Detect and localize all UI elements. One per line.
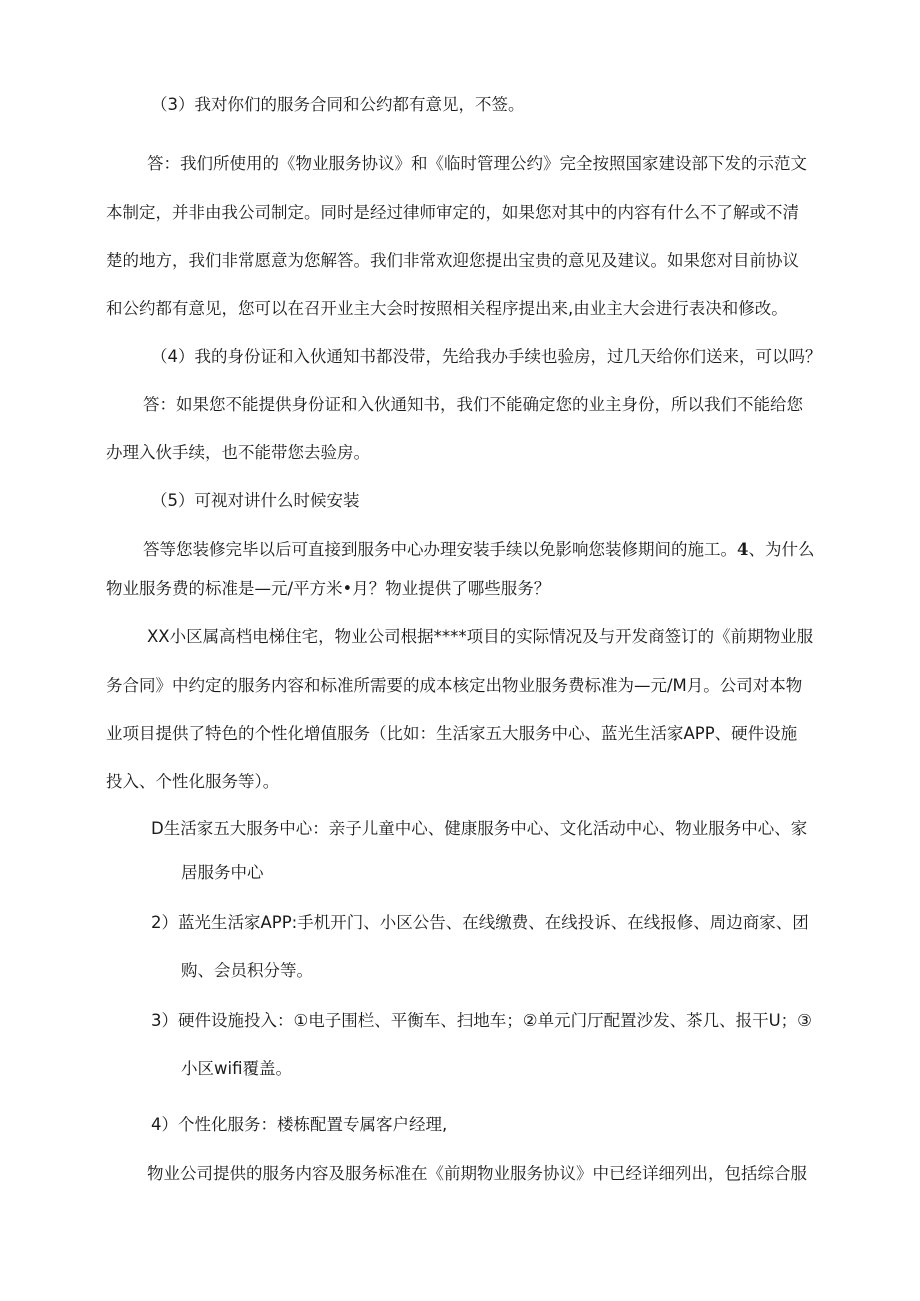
q3-question: （3）我对你们的服务合同和公约都有意见，不签。 bbox=[151, 95, 525, 114]
fee-paragraph-line-3: 业项目提供了特色的个性化增值服务（比如：生活家五大服务中心、蓝光生活家APP、硬件设施 bbox=[106, 724, 798, 743]
service-item-2-line-2: 购、会员积分等。 bbox=[181, 961, 313, 980]
fee-paragraph-line-2: 务合同》中约定的服务内容和标准所需要的成本核定出物业服务费标准为—元/M月。公司对本物 bbox=[106, 676, 803, 695]
q3-answer-line-3: 楚的地方，我们非常愿意为您解答。我们非常欢迎您提出宝贵的意见及建议。如果您对目前协议 bbox=[106, 251, 799, 270]
fee-paragraph-line-1: XX小区属高档电梯住宅，物业公司根据****项目的实际情况及与开发商签订的《前期物业服 bbox=[147, 627, 814, 646]
q5-answer-line-2: 物业服务费的标准是—元/平方米•月？物业提供了哪些服务？ bbox=[106, 579, 551, 598]
q5-question: （5）可视对讲什么时候安装 bbox=[151, 491, 360, 510]
fee-paragraph-line-4: 投入、个性化服务等）。 bbox=[106, 772, 280, 791]
section-number: 4 bbox=[737, 540, 749, 559]
q5-answer-text: 答等您装修完毕以后可直接到服务中心办理安装手续以免影响您装修期间的施工。 bbox=[143, 540, 737, 559]
closing-line: 物业公司提供的服务内容及服务标准在《前期物业服务协议》中已经详细列出，包括综合服 bbox=[147, 1164, 807, 1183]
service-item-2-line-1: 2）蓝光生活家APP:手机开门、小区公告、在线缴费、在线投诉、在线报修、周边商家、团 bbox=[151, 913, 809, 932]
service-item-1-line-1: D生活家五大服务中心：亲子儿童中心、健康服务中心、文化活动中心、物业服务中心、家 bbox=[151, 819, 808, 838]
q4-answer-line-1: 答：如果您不能提供身份证和入伙通知书，我们不能确定您的业主身份，所以我们不能给您 bbox=[143, 395, 803, 414]
service-item-3-line-1: 3）硬件设施投入：①电子围栏、平衡车、扫地车；②单元门厅配置沙发、茶几、报干U；③ bbox=[151, 1011, 812, 1030]
q3-answer-line-1: 答：我们所使用的《物业服务协议》和《临时管理公约》完全按照国家建设部下发的示范文 bbox=[147, 154, 807, 173]
q5-answer-line-1 bbox=[143, 539, 814, 561]
service-item-1-line-2: 居服务中心 bbox=[181, 863, 264, 882]
service-item-3-line-2: 小区wifi覆盖。 bbox=[181, 1059, 292, 1078]
q3-answer-line-2: 本制定，并非由我公司制定。同时是经过律师审定的，如果您对其中的内容有什么不了解或不清 bbox=[106, 203, 799, 222]
service-item-4-line-1: 4）个性化服务：楼栋配置专属客户经理, bbox=[151, 1115, 448, 1134]
q3-answer-line-4: 和公约都有意见，您可以在召开业主大会时按照相关程序提出来,由业主大会进行表决和修改。 bbox=[106, 299, 788, 318]
q4-question: （4）我的身份证和入伙通知书都没带，先给我办手续也验房，过几天给你们送来，可以吗？ bbox=[151, 347, 822, 366]
q5-answer-tail: 、为什么 bbox=[748, 540, 815, 559]
q4-answer-line-2: 办理入伙手续，也不能带您去验房。 bbox=[106, 443, 370, 462]
